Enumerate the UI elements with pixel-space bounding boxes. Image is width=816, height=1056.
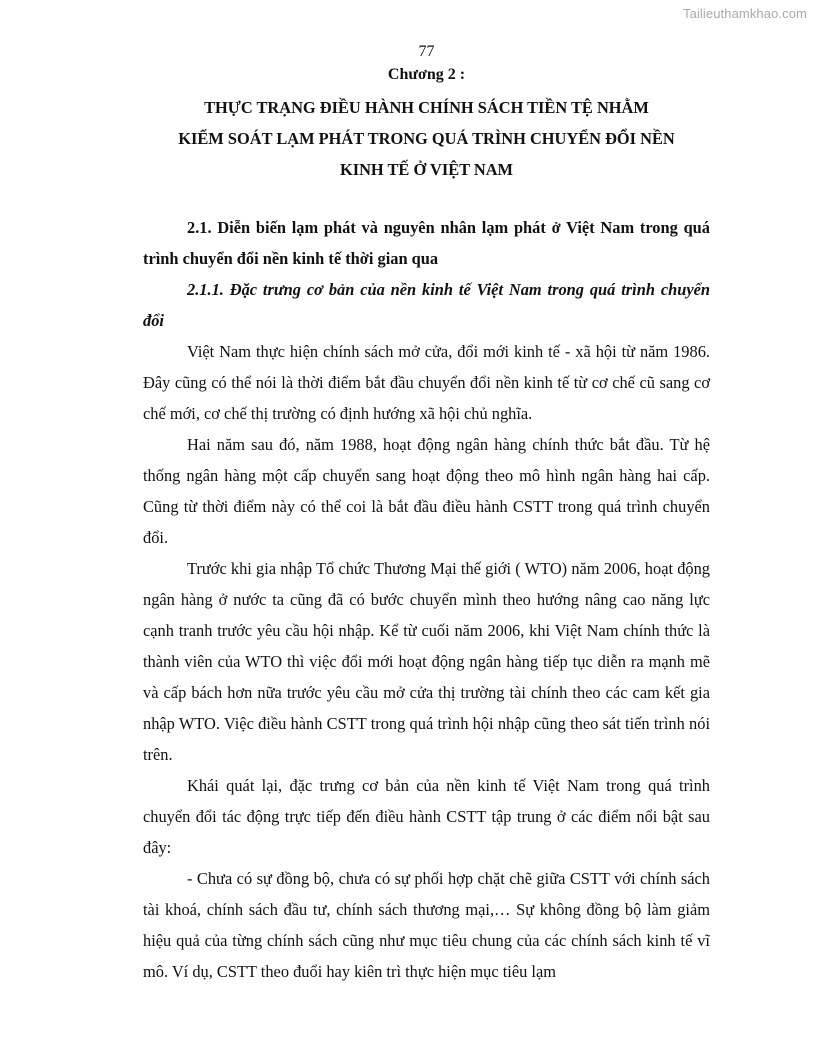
chapter-label: Chương 2 :: [387, 66, 466, 83]
body-paragraph: Khái quát lại, đặc trưng cơ bản của nền kinh tế Việt Nam trong quá trình chuyển đổi tác động trực tiếp đến điều hành CSTT tập trung ở các điểm nổi bật sau đây:: [143, 776, 710, 857]
section-heading: 2.1. Diễn biến lạm phát và nguyên nhân lạm phát ở Việt Nam trong quá trình chuyển đổi nền kinh tế thời gian qua: [143, 218, 710, 268]
chapter-title-line: KIỂM SOÁT LẠM PHÁT TRONG QUÁ TRÌNH CHUYỂN ĐỔI NỀN: [178, 129, 675, 148]
body-paragraph: Hai năm sau đó, năm 1988, hoạt động ngân hàng chính thức bắt đầu. Từ hệ thống ngân hàng một cấp chuyển sang hoạt động theo mô hình ngân hàng hai cấp. Cũng từ thời điểm này có thể coi là bắt đầu điều hành CSTT trong quá trình chuyển đổi.: [143, 435, 710, 547]
document-page: [143, 42, 710, 987]
page-number: 77: [418, 43, 435, 60]
chapter-title-line: KINH TẾ Ở VIỆT NAM: [339, 160, 514, 179]
subsection-heading: 2.1.1. Đặc trưng cơ bản của nền kinh tế Việt Nam trong quá trình chuyển đổi: [143, 280, 710, 330]
chapter-title-line: THỰC TRẠNG ĐIỀU HÀNH CHÍNH SÁCH TIỀN TỆ NHẰM: [204, 98, 649, 117]
chapter-title: [143, 92, 710, 185]
body-paragraph: Việt Nam thực hiện chính sách mở cửa, đổi mới kinh tế - xã hội từ năm 1986. Đây cũng có thể nói là thời điểm bắt đầu chuyển đổi nền kinh tế từ cơ chế cũ sang cơ chế mới, cơ chế thị trường có định hướng xã hội chủ nghĩa.: [143, 342, 710, 423]
body-paragraph: Trước khi gia nhập Tổ chức Thương Mại thế giới ( WTO) năm 2006, hoạt động ngân hàng ở nước ta cũng đã có bước chuyển mình theo hướng nâng cao năng lực cạnh tranh trước yêu cầu hội nhập. Kể từ cuối năm 2006, khi Việt Nam chính thức là thành viên của WTO thì việc đổi mới hoạt động ngân hàng tiếp tục diễn ra mạnh mẽ và cấp bách hơn nữa trước yêu cầu mở cửa thị trường tài chính theo các cam kết gia nhập WTO. Việc điều hành CSTT trong quá trình hội nhập cũng theo sát tiến trình nói trên.: [143, 559, 710, 764]
watermark: Tailieuthamkhao.com: [682, 6, 807, 21]
body-paragraph: - Chưa có sự đồng bộ, chưa có sự phối hợp chặt chẽ giữa CSTT với chính sách tài khoá, chính sách đầu tư, chính sách thương mại,… Sự không đồng bộ làm giảm hiệu quả của từng chính sách cũng như mục tiêu chung của các chính sách kinh tế vĩ mô. Ví dụ, CSTT theo đuổi hay kiên trì thực hiện mục tiêu lạm: [143, 869, 710, 981]
